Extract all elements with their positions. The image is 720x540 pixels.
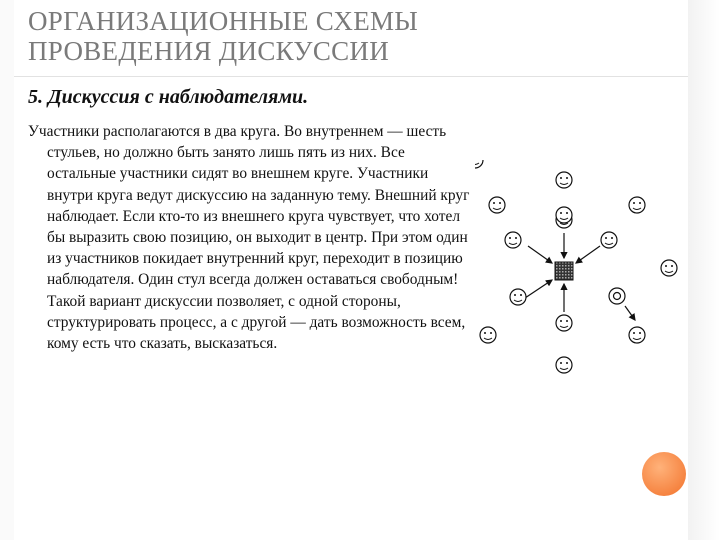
outer-face-1 bbox=[556, 172, 572, 188]
discussion-circle-diagram bbox=[475, 160, 685, 390]
outer-face-4 bbox=[629, 197, 645, 213]
outer-face-7 bbox=[480, 327, 496, 343]
outer-face-3 bbox=[556, 207, 572, 223]
right-decor-band bbox=[688, 0, 720, 540]
slide-title bbox=[28, 6, 688, 66]
center-table-icon bbox=[555, 262, 573, 280]
slide-body-text: Участники располагаются в два круга. Во внутреннем — шесть стульев, но должно быть занято лишь пять из них. Все остальные участники сидят во внешнем круге. Участники внутри круга ведут дискуссию на заданную тему. Внешний круг наблюдает. Если кто-то из внешнего круга чувствует, что хотел бы выразить свою позицию, он выходит в центр. При этом один из участников покидает внутренний круг, переходит в позицию наблюдателя. Один стул всегда должен оставаться свободным! Такой вариант дискуссии позволяет, с одной стороны, структурировать процесс, а с другой — дать возможность всем, кому есть что сказать, высказаться. bbox=[28, 123, 470, 353]
outer-face-2 bbox=[489, 197, 505, 213]
inner-face-top-right bbox=[601, 232, 617, 248]
empty-chair-icon bbox=[609, 288, 625, 304]
title-divider bbox=[14, 76, 688, 77]
arrow-bottom-left bbox=[525, 280, 552, 298]
arrow-from-chair bbox=[625, 306, 635, 320]
inner-face-bottom bbox=[556, 315, 572, 331]
outer-face-6 bbox=[661, 260, 677, 276]
outer-face-9 bbox=[556, 357, 572, 373]
face-template bbox=[475, 160, 483, 168]
decorative-orange-circle bbox=[642, 452, 686, 496]
arrow-top-right bbox=[576, 246, 600, 263]
left-decor-band bbox=[0, 0, 14, 540]
inner-face-bottom-left bbox=[510, 289, 526, 305]
title-line-2: ПРОВЕДЕНИЯ ДИСКУССИИ bbox=[28, 36, 390, 66]
title-line-1: ОРГАНИЗАЦИОННЫЕ СХЕМЫ bbox=[28, 6, 419, 36]
smiley-face-icon bbox=[475, 160, 483, 168]
inner-face-top-left bbox=[505, 232, 521, 248]
arrow-top-left bbox=[528, 246, 552, 263]
outer-face-8 bbox=[629, 327, 645, 343]
slide-subtitle: 5. Дискуссия с наблюдателями. bbox=[28, 86, 309, 108]
